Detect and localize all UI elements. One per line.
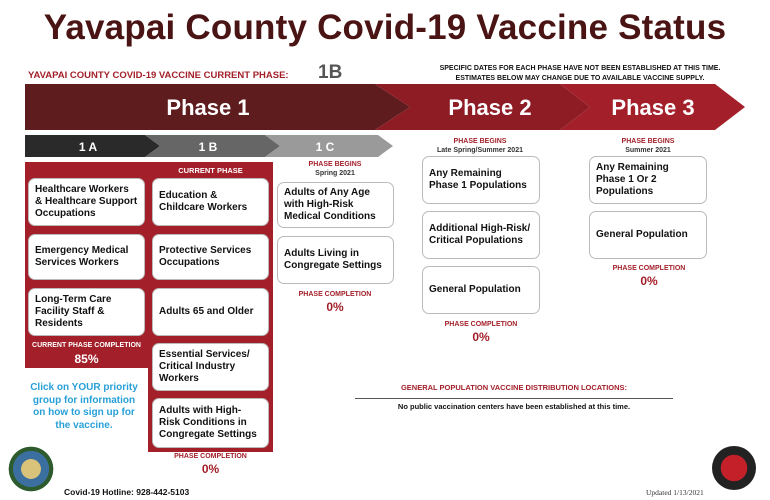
phase-3-completion-value: 0% [640,274,658,288]
group-protective-services[interactable] [152,234,269,280]
group-adults-65[interactable] [152,288,269,336]
dates-disclaimer [410,64,750,84]
phase-3-completion-label: PHASE COMPLETION [612,265,686,272]
group-label: Any Remaining Phase 1 Populations [429,168,527,191]
phase-1c-begins-label: PHASE BEGINS [308,161,362,168]
group-healthcare-workers[interactable] [28,178,145,226]
phase-2-completion-label: PHASE COMPLETION [444,321,518,328]
group-label: Any Remaining Phase 1 Or 2 Populations [596,162,669,197]
page-title: Yavapai County Covid-19 Vaccine Status [43,8,727,47]
group-label: Adults 65 and Older [159,306,254,317]
subphase-1c-label: 1 C [315,140,335,154]
phase-1-label: Phase 1 [166,95,250,120]
group-remaining-phase-1[interactable] [422,156,540,204]
phase-1c-begins-date: Spring 2021 [315,170,355,177]
group-remaining-phase-1-2[interactable] [589,156,707,204]
updated-date: Updated 1/13/2021 [646,488,704,497]
group-label: General Population [596,229,688,240]
distribution-heading: GENERAL POPULATION VACCINE DISTRIBUTION LOCATIONS: [355,383,673,399]
signup-info-link[interactable]: Click on YOUR priority group for information on how to sign up for the vaccine. [30,382,138,431]
group-ems-workers[interactable] [28,234,145,280]
group-label: Healthcare Workers & Healthcare Support Occupations [35,184,138,219]
phase-1c-completion-value: 0% [326,300,344,314]
current-phase-value: 1B [318,62,343,83]
group-education-childcare[interactable] [152,178,269,226]
group-label: Essential Services/ Critical Industry Workers [159,349,250,384]
group-label: Additional High-Risk/ Critical Populations [429,223,531,246]
group-additional-high-risk[interactable] [422,211,540,259]
phase-1a-completion-value: 85% [74,352,99,366]
group-essential-services[interactable] [152,343,269,391]
phase-3-begins-label: PHASE BEGINS [621,138,675,145]
phase-1b-completion-value: 0% [201,462,220,476]
group-label: General Population [429,284,521,295]
phase-1c-completion-label: PHASE COMPLETION [298,291,372,298]
phase-2-begins-label: PHASE BEGINS [453,138,507,145]
phase-1a-completion-label: CURRENT PHASE COMPLETION [32,342,141,349]
disclaimer-line-2: ESTIMATES BELOW MAY CHANGE DUE TO AVAILABLE VACCINE SUPPLY. [455,75,705,82]
covid-hotline: Covid-19 Hotline: 928-442-5103 [64,487,190,497]
group-general-population-p3[interactable] [589,211,707,259]
group-congregate-settings[interactable] [277,236,394,284]
phase-2-begins-date: Late Spring/Summer 2021 [437,147,523,154]
phase-2-completion-value: 0% [472,330,490,344]
group-long-term-care[interactable] [28,288,145,336]
group-label: Education & Childcare Workers [159,190,248,213]
phase-3-begins-date: Summer 2021 [625,147,671,154]
group-label: Adults Living in Congregate Settings [284,248,382,271]
group-label: Adults with High-Risk Conditions in Congregate Settings [159,405,257,440]
disclaimer-line-1: SPECIFIC DATES FOR EACH PHASE HAVE NOT BEEN ESTABLISHED AT THIS TIME. [439,65,721,72]
current-phase-label: YAVAPAI COUNTY COVID-19 VACCINE CURRENT PHASE: [28,70,289,81]
subphase-1a-label: 1 A [78,140,98,154]
phase-1b-completion-label: PHASE COMPLETION [174,453,247,460]
group-label: Adults of Any Age with High-Risk Medical Conditions [284,187,376,222]
subphase-1b-label: 1 B [198,140,218,154]
group-high-risk-congregate[interactable] [152,398,269,448]
distribution-text: No public vaccination centers have been established at this time. [397,402,631,411]
group-label: Emergency Medical Services Workers [35,245,129,268]
county-seal [8,446,54,492]
group-label: Protective Services Occupations [159,245,252,268]
community-health-services-logo [712,446,756,490]
group-label: Long-Term Care Facility Staff & Residents [35,294,112,329]
group-high-risk-medical[interactable] [277,182,394,228]
phase-3-label: Phase 3 [611,95,695,120]
phase-2-label: Phase 2 [448,95,532,120]
group-general-population-p2[interactable] [422,266,540,314]
current-phase-header: CURRENT PHASE [178,166,243,175]
